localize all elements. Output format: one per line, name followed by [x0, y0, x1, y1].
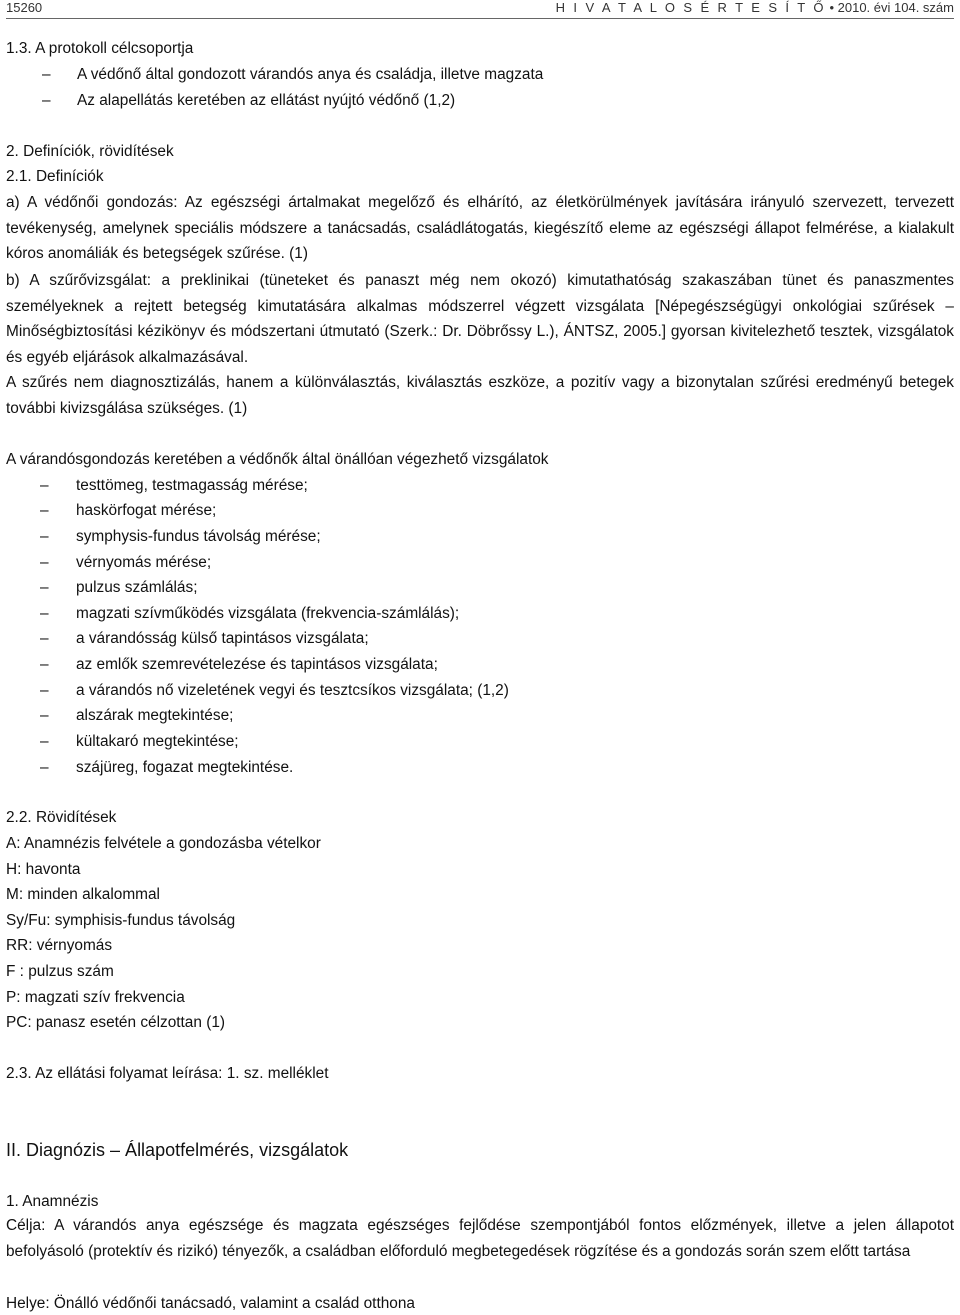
- dash-icon: –: [40, 733, 49, 750]
- list-item-text: kültakaró megtekintése;: [76, 733, 239, 750]
- dash-icon: –: [40, 502, 49, 519]
- list-item-text: az emlők szemrevételezése és tapintásos vizsgálata;: [76, 656, 438, 673]
- dash-icon: –: [40, 630, 49, 647]
- list-item-text: Az alapellátás keretében az ellátást nyújtó védőnő (1,2): [77, 92, 456, 109]
- dash-icon: –: [40, 707, 49, 724]
- dash-icon: –: [40, 605, 49, 622]
- abbreviation-item: P: magzati szív frekvencia: [6, 989, 185, 1006]
- exam-item: [40, 758, 293, 778]
- dash-icon: –: [42, 92, 51, 109]
- abbreviation-item: Sy/Fu: symphisis-fundus távolság: [6, 912, 236, 929]
- list-item-text: testtömeg, testmagasság mérése;: [76, 477, 308, 494]
- anamnesis-goal: Célja: A várandós anya egészsége és magzata egészséges fejlődése szempontjából fontos előzmények, illetve a jelen állapotot befolyásoló (protektív és rizikó) tényezők, a családban előforduló megbetegedések rögzítése és a gondozás során szem előtt tartása: [6, 1217, 954, 1260]
- definition-a: a) A védőnői gondozás: Az egészségi ártalmakat megelőző és elhárító, az életkörülmények javítására irányuló szervezett, tervezett tevékenység, amelynek speciális módszere a tanácsadás, családlátogatás, kiegészítő eleme az egészségi állapot felmérése, a kialakult kóros anomáliák és betegségek szűrése. (1): [6, 194, 954, 263]
- dash-icon: –: [42, 66, 51, 83]
- exam-item: [40, 655, 438, 675]
- dash-icon: –: [40, 477, 49, 494]
- page-number: 15260: [6, 0, 43, 15]
- section-2-3-title: 2.3. Az ellátási folyamat leírása: 1. sz. melléklet: [6, 1065, 329, 1082]
- exam-item: [40, 527, 321, 547]
- header-divider: [6, 18, 954, 19]
- dash-icon: –: [40, 528, 49, 545]
- dash-icon: –: [40, 554, 49, 571]
- abbreviation-item: RR: vérnyomás: [6, 937, 113, 954]
- exams-intro: A várandósgondozás keretében a védőnők által önállóan végezhető vizsgálatok: [6, 451, 549, 468]
- exam-item: [40, 553, 211, 573]
- section-2-title: 2. Definíciók, rövidítések: [6, 143, 174, 160]
- list-item-text: a várandós nő vizeletének vegyi és tesztcsíkos vizsgálata; (1,2): [76, 682, 509, 699]
- anamnesis-place: Helye: Önálló védőnői tanácsadó, valamint a család otthona: [6, 1295, 415, 1312]
- list-item-text: symphysis-fundus távolság mérése;: [76, 528, 321, 545]
- list-item-text: alszárak megtekintése;: [76, 707, 234, 724]
- exam-item: [40, 501, 216, 521]
- dash-icon: –: [40, 656, 49, 673]
- abbreviation-item: F : pulzus szám: [6, 963, 114, 980]
- list-item-text: pulzus számlálás;: [76, 579, 198, 596]
- dash-icon: –: [40, 579, 49, 596]
- abbreviation-item: M: minden alkalommal: [6, 886, 160, 903]
- dash-icon: –: [40, 682, 49, 699]
- journal-name: H I V A T A L O S É R T E S Í T Ő: [555, 0, 826, 15]
- dash-icon: –: [40, 759, 49, 776]
- exam-item: [40, 476, 308, 496]
- exam-item: [40, 732, 239, 752]
- list-item-text: szájüreg, fogazat megtekintése.: [76, 759, 294, 776]
- bullet-icon: •: [829, 0, 835, 15]
- list-item-text: vérnyomás mérése;: [76, 554, 212, 571]
- screening-note: A szűrés nem diagnosztizálás, hanem a különválasztás, kiválasztás eszköze, a pozitív vagy a bizonytalan szűrési eredményű betegek további kivizsgálása szükséges. (1): [6, 374, 954, 417]
- section-1-3-title: 1.3. A protokoll célcsoportja: [6, 40, 194, 57]
- exam-item: [40, 681, 509, 701]
- abbreviation-item: PC: panasz esetén célzottan (1): [6, 1014, 226, 1031]
- section-2-1-title: 2.1. Definíciók: [6, 168, 104, 185]
- list-item-text: magzati szívműködés vizsgálata (frekvencia-számlálás);: [76, 605, 460, 622]
- page-header: [6, 0, 954, 18]
- exam-item: [40, 604, 459, 624]
- target-group-item: [42, 65, 543, 85]
- issue-label: 2010. évi 104. szám: [837, 0, 954, 15]
- list-item-text: a várandósság külső tapintásos vizsgálata;: [76, 630, 369, 647]
- abbreviation-item: H: havonta: [6, 861, 81, 878]
- journal-title: [556, 0, 954, 15]
- definition-b: b) A szűrővizsgálat: a preklinikai (tüneteket és panaszt még nem okozó) kimutathatóság szakaszában tünet és panaszmentes személyeknek a rejtett betegség kimutatására alkalmas módszerrel végzett vizsgálata [Népegészségügyi onkológiai szűrések – Minőségbiztosítási kézikönyv és módszertani útmutató (Szerk.: Dr. Döbrőssy L.), ÁNTSZ, 2005.] gyorsan kivitelezhető tesztek, vizsgálatok és egyéb eljárások alkalmazásával.: [6, 272, 954, 366]
- exam-item: [40, 629, 369, 649]
- exam-item: [40, 706, 233, 726]
- exam-item: [40, 578, 197, 598]
- abbreviation-item: A: Anamnézis felvétele a gondozásba vételkor: [6, 835, 321, 852]
- list-item-text: A védőnő által gondozott várandós anya és családja, illetve magzata: [77, 66, 544, 83]
- list-item-text: haskörfogat mérése;: [76, 502, 217, 519]
- anamnesis-title: 1. Anamnézis: [6, 1193, 99, 1210]
- part-2-heading: II. Diagnózis – Állapotfelmérés, vizsgálatok: [6, 1140, 349, 1160]
- target-group-item: [42, 91, 455, 111]
- section-2-2-title: 2.2. Rövidítések: [6, 809, 117, 826]
